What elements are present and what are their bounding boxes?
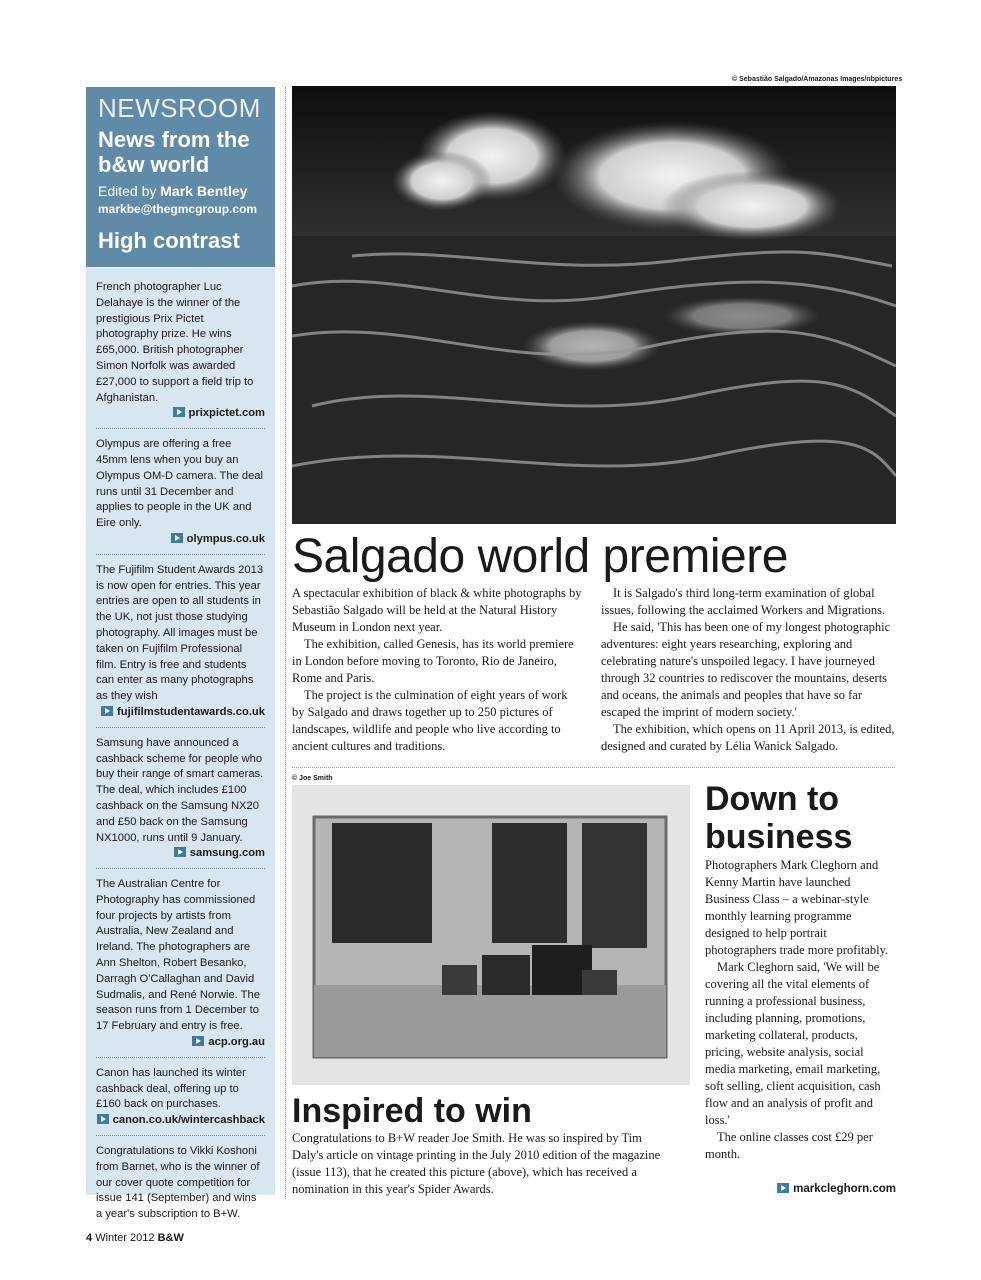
salgado-column-2 <box>601 585 896 755</box>
brief-link-label: canon.co.uk/wintercashback <box>112 1114 265 1127</box>
paragraph: The exhibition, called Genesis, has its world premiere in London before moving to Toronto, Rio de Janeiro, Rome and Paris. <box>292 637 574 685</box>
arrow-icon <box>174 847 186 857</box>
salgado-photo <box>292 86 896 524</box>
brand: B&W <box>157 1232 184 1244</box>
brief-text: Congratulations to Vikki Koshoni from Barnet, who is the winner of our cover quote competition for issue 141 (September) and wins a year's subscription to B+W. <box>96 1145 260 1221</box>
list-item <box>96 437 265 555</box>
inspired-body <box>292 1130 672 1198</box>
salgado-headline: Salgado world premiere <box>292 530 788 583</box>
business-link-label: markcleghorn.com <box>793 1183 896 1195</box>
brief-link-label: samsung.com <box>189 847 265 860</box>
column-divider <box>285 87 286 1197</box>
list-item <box>96 1144 265 1229</box>
business-body <box>705 857 896 1163</box>
newsroom-header <box>86 87 275 267</box>
paragraph: Photographers Mark Cleghorn and Kenny Martin have launched Business Class – a webinar-style monthly learning programme designed to help portrait photographers trade more profitably. <box>705 858 889 957</box>
list-item <box>96 280 265 429</box>
paragraph: The online classes cost £29 per month. <box>705 1130 873 1161</box>
paragraph: The exhibition, which opens on 11 April 2013, is edited, designed and curated by Lélia Wanick Salgado. <box>601 722 895 753</box>
paragraph: Congratulations to B+W reader Joe Smith. He was so inspired by Tim Daly's article on vintage printing in the July 2010 edition of the magazine (issue 113), that he created this picture (above), which has received a nomination in this year's Spider Awards. <box>292 1131 661 1196</box>
paragraph: Mark Cleghorn said, 'We will be covering all the vital elements of running a professional business, including planning, promotions, marketing collateral, products, pricing, website analysis, social media marketing, email marketing, soft selling, client acquisition, cash flow and an analysis of profit and loss.' <box>705 960 881 1127</box>
brief-text: French photographer Luc Delahaye is the winner of the prestigious Prix Pictet photography prize. He wins £65,000. British photographer Simon Norfolk was awarded £27,000 to support a field trip to Afghanistan. <box>96 281 254 404</box>
arrow-icon <box>97 1114 109 1124</box>
issue-date: Winter 2012 <box>95 1232 155 1244</box>
paragraph: He said, 'This has been one of my longest photographic adventures: eight years researching, exploring and celebrating nature's unspoiled legacy. I have journeyed through 32 countries to rediscover the mountains, deserts and oceans, the animals and peoples that have so far escaped the imprint of modern society.' <box>601 620 891 719</box>
brief-text: Samsung have announced a cashback scheme for people who buy their range of smart cameras. The deal, which includes £100 cashback on the Samsung NX20 and £50 back on the Samsung NX1000, runs until 9 January. <box>96 736 264 844</box>
arrow-icon <box>101 706 113 716</box>
brief-link-label: fujifilmstudentawards.co.uk <box>117 705 265 718</box>
editor-prefix: Edited by <box>98 183 161 199</box>
photo-credit: © Joe Smith <box>292 775 333 782</box>
arrow-icon <box>777 1183 789 1193</box>
sidebar-title: News from the b&w world <box>98 127 250 177</box>
salgado-column-1 <box>292 585 582 755</box>
brief-link-label: prixpictet.com <box>188 407 265 420</box>
joe-smith-photo <box>292 785 690 1085</box>
brief-text: The Australian Centre for Photography has commissioned four projects by artists from Australia, New Zealand and Ireland. The photographers are Ann Shelton, Robert Besanko, Darragh O'Callaghan and David Sudmalis, and René Norwie. The season runs from 1 December to 17 February and entry is free. <box>96 878 260 1033</box>
editor-name: Mark Bentley <box>160 183 248 199</box>
arrow-icon <box>192 1036 204 1046</box>
brief-link[interactable] <box>96 705 265 721</box>
list-item <box>96 563 265 728</box>
inspired-headline: Inspired to win <box>292 1092 532 1130</box>
list-item <box>96 736 265 869</box>
section-kicker: NEWSROOM <box>98 93 261 123</box>
paragraph: A spectacular exhibition of black & white photographs by Sebastião Salgado will be held at the Natural History Museum in London next year. <box>292 586 582 634</box>
page-footer <box>86 1232 184 1244</box>
brief-text: The Fujifilm Student Awards 2013 is now open for entries. This year entries are open to all students in the UK, not just those studying photography. All images must be taken on Fujifilm Professional film. Entry is free and students can enter as many photographs as they wish <box>96 563 264 703</box>
brief-link[interactable] <box>96 532 265 548</box>
brief-text: Olympus are offering a free 45mm lens when you buy an Olympus OM-D camera. The deal runs until 31 December and applies to people in the UK and Eire only. <box>96 438 264 530</box>
paragraph: It is Salgado's third long-term examination of global issues, following the acclaimed Workers and Migrations. <box>601 586 886 617</box>
brief-link-label: acp.org.au <box>208 1036 265 1049</box>
arrow-icon <box>171 533 183 543</box>
brief-text: Canon has launched its winter cashback deal, offering up to £160 back on purchases. <box>96 1066 246 1111</box>
brief-link[interactable] <box>96 406 265 422</box>
arrow-icon <box>173 407 185 417</box>
page-number: 4 <box>86 1232 93 1244</box>
vintage-tv-image <box>292 785 690 1085</box>
photo-credit: © Sebastião Salgado/Amazonas Images/nbpictures <box>732 76 903 83</box>
brief-link-label: olympus.co.uk <box>186 532 265 545</box>
editor-credit <box>98 183 263 200</box>
brief-link[interactable] <box>96 846 265 862</box>
news-briefs <box>86 268 275 1221</box>
paragraph: The project is the culmination of eight years of work by Salgado and draws together up to 250 pictures of landscapes, wildlife and people who live according to ancient cultures and traditions. <box>292 688 568 753</box>
brief-link[interactable] <box>96 1113 265 1129</box>
section-divider <box>292 767 895 768</box>
list-item <box>96 877 265 1058</box>
salgado-landscape-image <box>292 86 896 524</box>
business-headline: Down to business <box>705 780 853 856</box>
editor-email[interactable]: markbe@thegmcgroup.com <box>98 202 258 216</box>
business-link[interactable] <box>705 1183 896 1195</box>
brief-link[interactable] <box>96 1035 265 1051</box>
high-contrast-title: High contrast <box>98 228 240 253</box>
list-item <box>96 1066 265 1136</box>
